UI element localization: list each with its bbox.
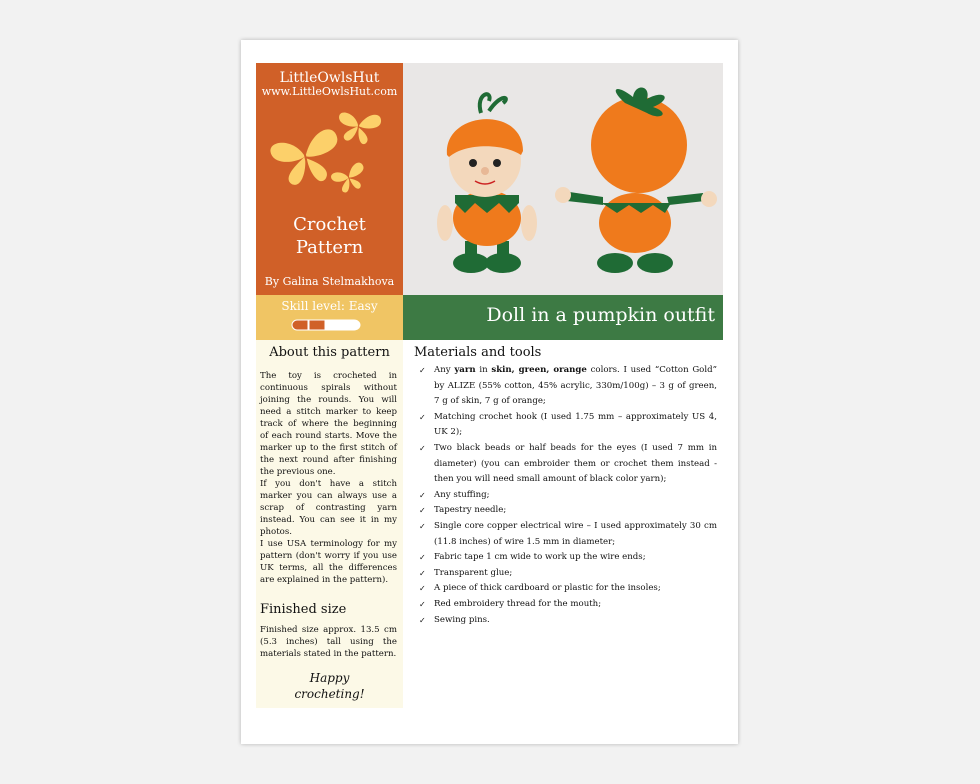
materials-item xyxy=(419,613,717,629)
materials-item-1-bold-colors: skin, green, orange xyxy=(491,365,587,375)
materials-item-text: Tapestry needle; xyxy=(434,505,507,516)
skill-pip-4 xyxy=(343,320,360,330)
doll-front xyxy=(437,94,537,273)
materials-item-text: Matching crochet hook (I used 1.75 mm – approximately US 4, UK 2); xyxy=(434,411,717,438)
check-icon: ✓ xyxy=(419,366,426,375)
about-paragraph-1: The toy is crocheted in continuous spirals without joining the rounds. You will need a stitch marker to keep track of where the beginning of each round starts. Move the marker up to the first stitch of the next round after finishing the previous one. xyxy=(260,371,397,477)
about-paragraph-3: I use USA terminology for my pattern (don't worry if you use UK terms, all the differences are explained in the pattern). xyxy=(260,539,397,585)
materials-item xyxy=(419,441,717,488)
doll-photo xyxy=(403,63,723,295)
check-icon: ✓ xyxy=(419,615,426,625)
skill-label: Skill level: Easy xyxy=(281,299,378,313)
check-icon: ✓ xyxy=(419,506,426,516)
title-bar xyxy=(403,295,723,340)
check-icon: ✓ xyxy=(419,599,426,609)
check-icon: ✓ xyxy=(419,443,426,453)
skill-pip-1 xyxy=(292,320,308,330)
materials-item-text: Single core copper electrical wire – I used approximately 30 cm (11.8 inches) of wire 1.5 mm in diameter; xyxy=(434,520,717,547)
about-heading: About this pattern xyxy=(269,345,390,360)
materials-item-text: Sewing pins. xyxy=(434,614,490,625)
materials-item-1-text-e: colors. I used “Cotton Gold” by ALIZE (55% cotton, 45% acrylic, 330m/100g) – 3 g of green, 7 g of skin, 7 g of orange; xyxy=(434,365,717,407)
cover-title-line1: Crochet xyxy=(293,214,366,235)
materials-item-text: Two black beads or half beads for the eyes (I used 7 mm in diameter) (you can embroider them or crochet them instead - then you will need small amount of black color yarn); xyxy=(434,442,717,485)
materials-item xyxy=(419,410,717,441)
materials-list xyxy=(419,363,717,628)
materials-item-1-bold-yarn: yarn xyxy=(454,365,476,375)
check-icon: ✓ xyxy=(419,412,426,422)
doll-illustration xyxy=(403,63,723,295)
skill-pip-2 xyxy=(309,320,325,330)
check-icon: ✓ xyxy=(419,568,426,578)
check-icon: ✓ xyxy=(419,584,426,594)
pattern-page xyxy=(241,40,738,744)
materials-item xyxy=(419,597,717,613)
materials-item xyxy=(419,519,717,550)
cover-title xyxy=(256,213,403,259)
materials-item-1-text-a: Any xyxy=(434,365,455,375)
brand-name: LittleOwlsHut xyxy=(279,70,380,86)
materials-item xyxy=(419,581,717,597)
materials-item-text: Transparent glue; xyxy=(434,567,513,578)
materials-item-text: A piece of thick cardboard or plastic for the insoles; xyxy=(434,583,661,594)
materials-item-text: Any stuffing; xyxy=(434,489,490,500)
happy-line-1: Happy xyxy=(309,671,350,685)
happy-crocheting-note xyxy=(256,670,403,702)
brand-url[interactable]: www.LittleOwlsHut.com xyxy=(261,85,398,98)
materials-item-text: Fabric tape 1 cm wide to work up the wire ends; xyxy=(434,552,646,563)
author-credit: By Galina Stelmakhova xyxy=(264,275,395,288)
butterfly-icon xyxy=(270,107,390,203)
skill-pip-3 xyxy=(326,320,342,330)
skill-level-indicator xyxy=(290,319,368,331)
about-panel xyxy=(256,340,403,708)
pattern-title: Doll in a pumpkin outfit xyxy=(486,304,715,326)
doll-back xyxy=(555,87,717,273)
check-icon: ✓ xyxy=(419,490,426,500)
finished-size-heading: Finished size xyxy=(260,602,347,617)
check-icon: ✓ xyxy=(419,553,426,563)
check-icon: ✓ xyxy=(419,521,426,531)
materials-item xyxy=(419,488,717,504)
materials-heading: Materials and tools xyxy=(414,345,542,360)
skill-panel xyxy=(256,295,403,340)
happy-line-2: crocheting! xyxy=(294,687,365,701)
materials-item xyxy=(419,550,717,566)
materials-item xyxy=(419,503,717,519)
materials-item xyxy=(419,363,717,410)
materials-item xyxy=(419,566,717,582)
cover-panel xyxy=(256,63,403,295)
materials-item-1-text-c: in xyxy=(475,365,492,375)
materials-item-text: Red embroidery thread for the mouth; xyxy=(434,598,602,609)
about-paragraph-2: If you don't have a stitch marker you can always use a scrap of contrasting yarn instead. You can see it in my photos. xyxy=(260,479,397,537)
finished-size-text: Finished size approx. 13.5 cm (5.3 inches) tall using the materials stated in the pattern. xyxy=(260,625,397,659)
cover-title-line2: Pattern xyxy=(295,237,364,258)
